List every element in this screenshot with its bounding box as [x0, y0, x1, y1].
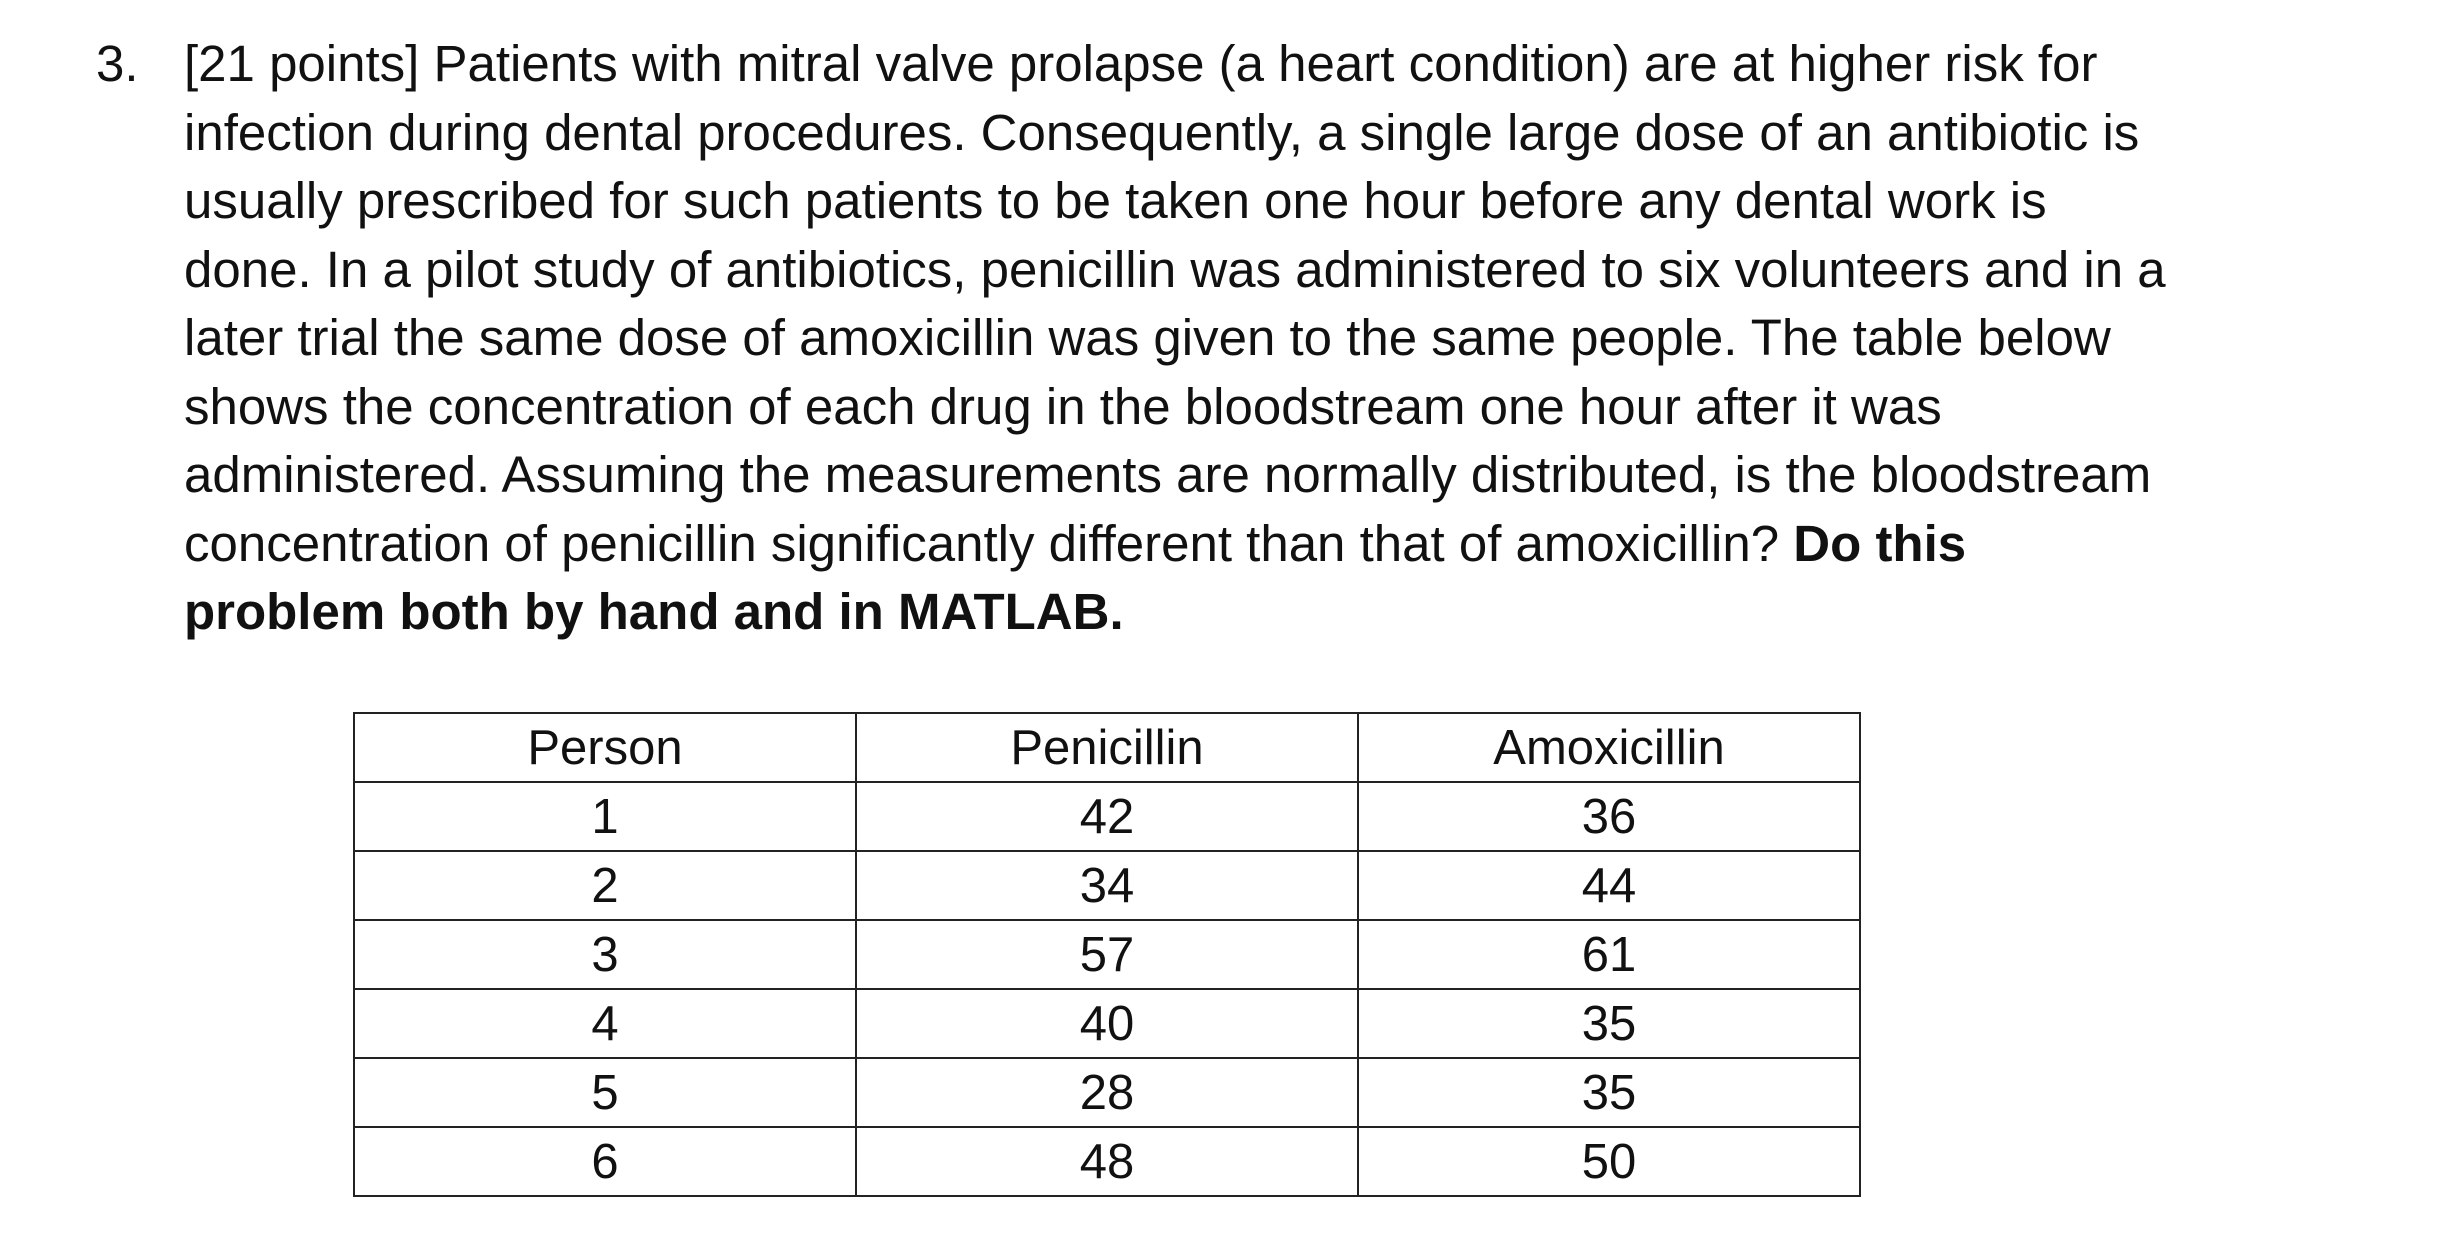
concentration-table	[353, 712, 1861, 1197]
problem-line: shows the concentration of each drug in the bloodstream one hour after it was	[184, 377, 1942, 435]
cell-person: 4	[354, 989, 856, 1058]
problem-number: 3.	[96, 35, 139, 92]
cell-amoxicillin: 44	[1358, 851, 1860, 920]
table-row	[354, 1058, 1860, 1127]
cell-penicillin: 28	[856, 1058, 1358, 1127]
problem-line: later trial the same dose of amoxicillin was given to the same people. The table below	[184, 309, 2111, 366]
instruction-bold-line: problem both by hand and in MATLAB.	[184, 583, 1124, 640]
cell-person: 2	[354, 851, 856, 920]
table-row	[354, 1127, 1860, 1196]
problem-line	[184, 510, 2334, 579]
cell-penicillin: 40	[856, 989, 1358, 1058]
problem-line: infection during dental procedures. Consequently, a single large dose of an antibiotic is	[184, 103, 2140, 161]
cell-person: 6	[354, 1127, 856, 1196]
problem-line: usually prescribed for such patients to be taken one hour before any dental work is	[184, 172, 2047, 229]
problem-text	[184, 30, 2334, 647]
cell-person: 1	[354, 782, 856, 851]
problem-line: administered. Assuming the measurements are normally distributed, is the bloodstream	[184, 446, 2152, 503]
cell-penicillin: 34	[856, 851, 1358, 920]
cell-penicillin: 42	[856, 782, 1358, 851]
problem-line: done. In a pilot study of antibiotics, penicillin was administered to six volunteers and in a	[184, 240, 2166, 298]
cell-amoxicillin: 35	[1358, 989, 1860, 1058]
question-text: concentration of penicillin significantly different than that of amoxicillin?	[184, 514, 1794, 572]
table-header-row	[354, 713, 1860, 782]
table-row	[354, 920, 1860, 989]
cell-amoxicillin: 35	[1358, 1058, 1860, 1127]
cell-amoxicillin: 50	[1358, 1127, 1860, 1196]
header-penicillin: Penicillin	[856, 713, 1358, 782]
cell-amoxicillin: 36	[1358, 782, 1860, 851]
cell-person: 3	[354, 920, 856, 989]
instruction-bold: Do this	[1793, 514, 1967, 572]
header-person: Person	[354, 713, 856, 782]
header-amoxicillin: Amoxicillin	[1358, 713, 1860, 782]
cell-penicillin: 57	[856, 920, 1358, 989]
cell-penicillin: 48	[856, 1127, 1358, 1196]
problem-line: [21 points] Patients with mitral valve prolapse (a heart condition) are at higher risk for	[184, 35, 2098, 92]
table-row	[354, 851, 1860, 920]
cell-person: 5	[354, 1058, 856, 1127]
cell-amoxicillin: 61	[1358, 920, 1860, 989]
table-row	[354, 782, 1860, 851]
table-row	[354, 989, 1860, 1058]
